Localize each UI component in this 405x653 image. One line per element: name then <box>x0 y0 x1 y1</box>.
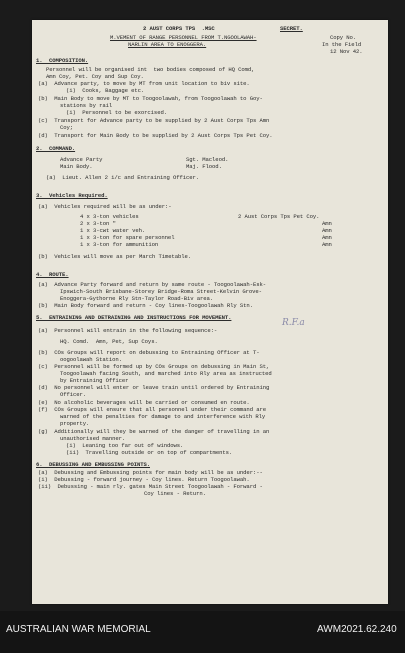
s4-a-3: Enoggera-Gythorne Rly Stn-Taylor Road-Biv area. <box>60 295 214 302</box>
archive-footer <box>0 611 405 653</box>
s5-d-2: Officer. <box>60 391 87 398</box>
s5-f: (f) COs Groups will ensure that all personnel under their command are <box>38 406 266 413</box>
s3-a: (a) Vehicles required will be as under:- <box>38 203 172 210</box>
s5-a-2: HQ. Comd. Amn, Pet, Sup Coys. <box>60 338 158 345</box>
s5-c-2: Toogoolawah facing South, and marched into Rly area as instructed <box>60 370 272 377</box>
s4-a-2: Ipswich-South Brisbane-Storey Bridge-Roma Street-Kelvin Grove- <box>60 288 262 295</box>
s1-c: (c) Transport for Advance party to be supplied by 2 Aust Corps Tps Amn <box>38 117 270 124</box>
s5-g-i: (i) Leaning too far out of windows. <box>66 442 184 449</box>
s6-i: (i) Debussing - forward journey - Coy lines. Return Toogoolawah. <box>38 476 250 483</box>
s5-f-3: property. <box>60 420 90 427</box>
section-1-heading: 1. COMPOSITION. <box>36 57 89 64</box>
handwritten-initials: R.F.a <box>282 318 305 328</box>
s1-para: Personnel will be organised int two bodies composed of HQ Comd, <box>46 66 255 73</box>
s2-advance-party: Advance Party <box>60 156 103 163</box>
s5-a: (a) Personnel will entrain in the following sequence:- <box>38 327 218 334</box>
s1-b-2: stations by rail <box>60 102 113 109</box>
section-3-heading: 3. Vehicles Required. <box>36 192 108 199</box>
s5-c-3: by Entraining Officer <box>60 377 129 384</box>
classification: SECRET. <box>280 25 303 32</box>
vehicle-row-qty: 2 x 3-ton " <box>80 220 116 227</box>
section-6-heading: 6. DEBUSSING AND EMBUSSING POINTS. <box>36 461 150 468</box>
s3-b: (b) Vehicles will move as per March Timetable. <box>38 253 192 260</box>
s1-a: (a) Advance party, to move by MT from unit location to biv site. <box>38 80 250 87</box>
vehicle-row-qty: 1 x 3-ton for ammunition <box>80 241 159 248</box>
s2-main-body-cmdr: Maj. Flood. <box>186 163 222 170</box>
s5-e: (e) No alcoholic beverages will be carried or consumed en route. <box>38 399 250 406</box>
s1-a-i: (i) Cooks, Baggage etc. <box>66 87 145 94</box>
header-unit: 2 AUST CORPS TPS .MSC <box>143 25 215 32</box>
s1-b-i: (i) Personnel to be exorcised. <box>66 109 167 116</box>
s2-main-body: Main Body. <box>60 163 93 170</box>
s2-advance-party-cmdr: Sgt. Macleod. <box>186 156 229 163</box>
s4-b: (b) Main Body forward and return - Coy lines-Toogoolawah Rly Stn. <box>38 302 253 309</box>
s5-b: (b) COs Groups will report on debussing to Entraining Officer at T- <box>38 349 260 356</box>
vehicle-row-qty: 4 x 3-ton vehicles <box>80 213 139 220</box>
s5-b-2: oogoolawah Station. <box>60 356 122 363</box>
title-line-1: M.VEMENT OF RANGE PERSONNEL FROM T.NGOOLAWAH- <box>110 34 257 41</box>
s5-g-ii: (ii) Travelling outside or on top of compartments. <box>66 449 233 456</box>
vehicle-row-qty: 1 x 3-ton for spare personnel <box>80 234 175 241</box>
s5-c: (c) Personnel will be formed up by COs Groups on debussing in Main St, <box>38 363 270 370</box>
s6-a: (a) Debussing and Embussing points for main body will be as under:-- <box>38 469 263 476</box>
s5-g-2: unauthorised manner. <box>60 435 126 442</box>
s1-b: (b) Main Body to move by MT to Toogoolawah, from Toogoolawah to Goy- <box>38 95 263 102</box>
vehicle-row-src: Amn <box>322 234 332 241</box>
s5-d: (d) No personnel will enter or leave train until ordered by Entraining <box>38 384 270 391</box>
vehicle-row-src: Amn <box>322 220 332 227</box>
catalogue-number: AWM2021.62.240 <box>317 624 397 635</box>
vehicle-row-src: Amn <box>322 241 332 248</box>
in-the-field: In the Field <box>322 41 362 48</box>
section-4-heading: 4. ROUTE. <box>36 271 69 278</box>
section-2-heading: 2. COMMAND. <box>36 145 76 152</box>
s5-f-2: warned of the penalties for damage to and interference with Rly <box>60 413 266 420</box>
date: 12 Nov 42. <box>330 48 363 55</box>
s1-d: (d) Transport for Main Body to be supplied by 2 Aust Corps Tps Pet Coy. <box>38 132 273 139</box>
s5-g: (g) Additionally will they be warned of the danger of travelling in an <box>38 428 270 435</box>
vehicle-row-src: Amn <box>322 227 332 234</box>
vehicle-row-qty: 1 x 3-cwt water veh. <box>80 227 146 234</box>
s6-ii: (ii) Debussing - main rly. gates Main Street Toogoolawah - Forward - <box>38 483 263 490</box>
title-line-2: NARLIN AREA TO ENOGGERA. <box>128 41 207 48</box>
document-page <box>32 20 388 604</box>
archive-name: AUSTRALIAN WAR MEMORIAL <box>6 624 151 635</box>
s1-para-2: Amn Coy, Pet. Coy and Sup Coy. <box>46 73 144 80</box>
section-5-heading: 5. ENTRAINING AND DETRAINING AND INSTRUCTIONS FOR MOVEMENT. <box>36 314 232 321</box>
s6-ii-2: Coy lines - Return. <box>144 490 206 497</box>
s2-a: (a) Lieut. Allen 2 i/c and Entraining Officer. <box>46 174 200 181</box>
copy-no: Copy No. <box>330 34 357 41</box>
s4-a: (a) Advance Party forward and return by same route - Toogoolawah-Esk- <box>38 281 266 288</box>
s1-c-2: Coy; <box>60 124 74 131</box>
vehicle-row-src: 2 Aust Corps Tps Pet Coy. <box>238 213 320 220</box>
